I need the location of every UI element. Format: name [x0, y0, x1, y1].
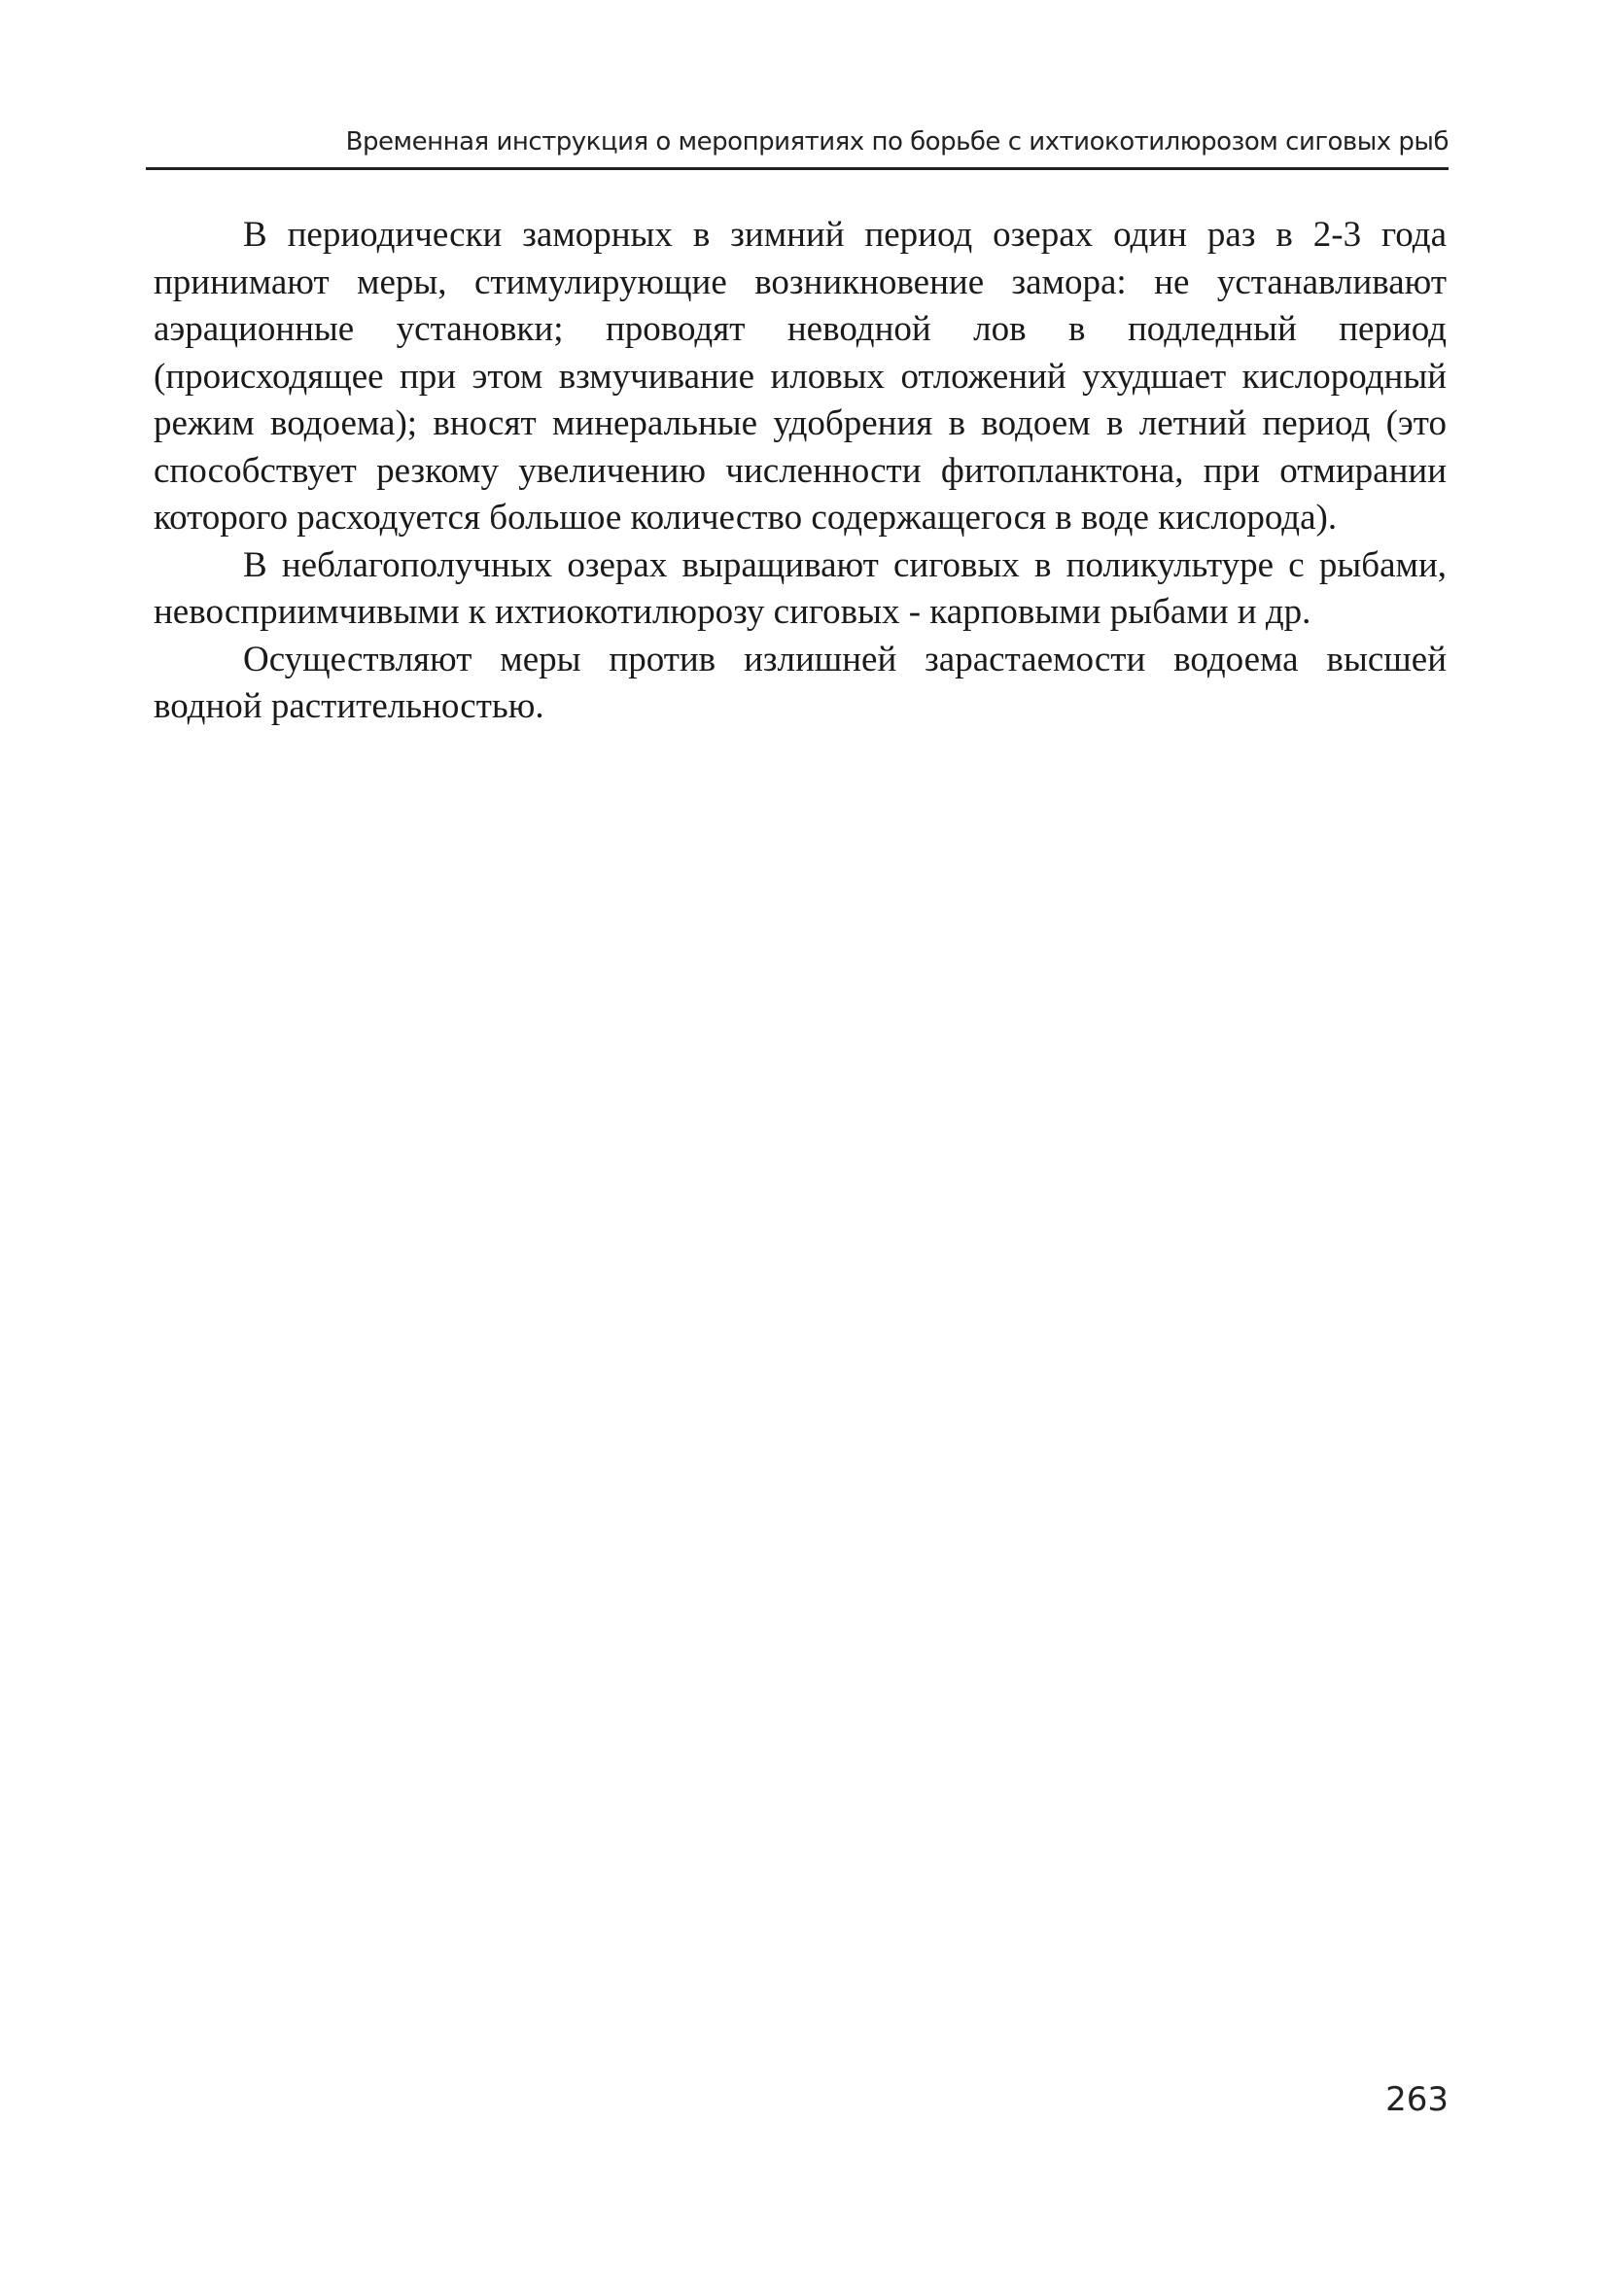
paragraph-zamor-measures: В периодически заморных в зимний период озерах один раз в 2-3 года принимают меры, стимулирующие возникновение замора: не устанавливают аэрационные установки; проводят неводной лов в подледный период (происходящее при этом взмучивание иловых отложений ухудшает кислородный режим водоема); вносят минеральные удобрения в водоем в летний период (это способствует резкому увеличению численности фитопланктона, при отмирании которого расходуется большое количество содержащегося в воде кислорода). — [154, 215, 1447, 538]
page-number: 263 — [1385, 2080, 1449, 2119]
paragraph-vegetation-control: Осуществляют меры против излишней зарастаемости водоема высшей водной растительностью. — [154, 639, 1447, 726]
paragraph-polyculture: В неблагополучных озерах выращивают сиговых в поликультуре с рыбами, невосприимчивыми к ихтиокотилюрозу сиговых - карповыми рыбами и др. — [154, 544, 1447, 632]
running-header: Временная инструкция о мероприятиях по борьбе с ихтиокотилюрозом сиговых рыб — [146, 121, 1449, 170]
body-text — [154, 212, 1447, 731]
